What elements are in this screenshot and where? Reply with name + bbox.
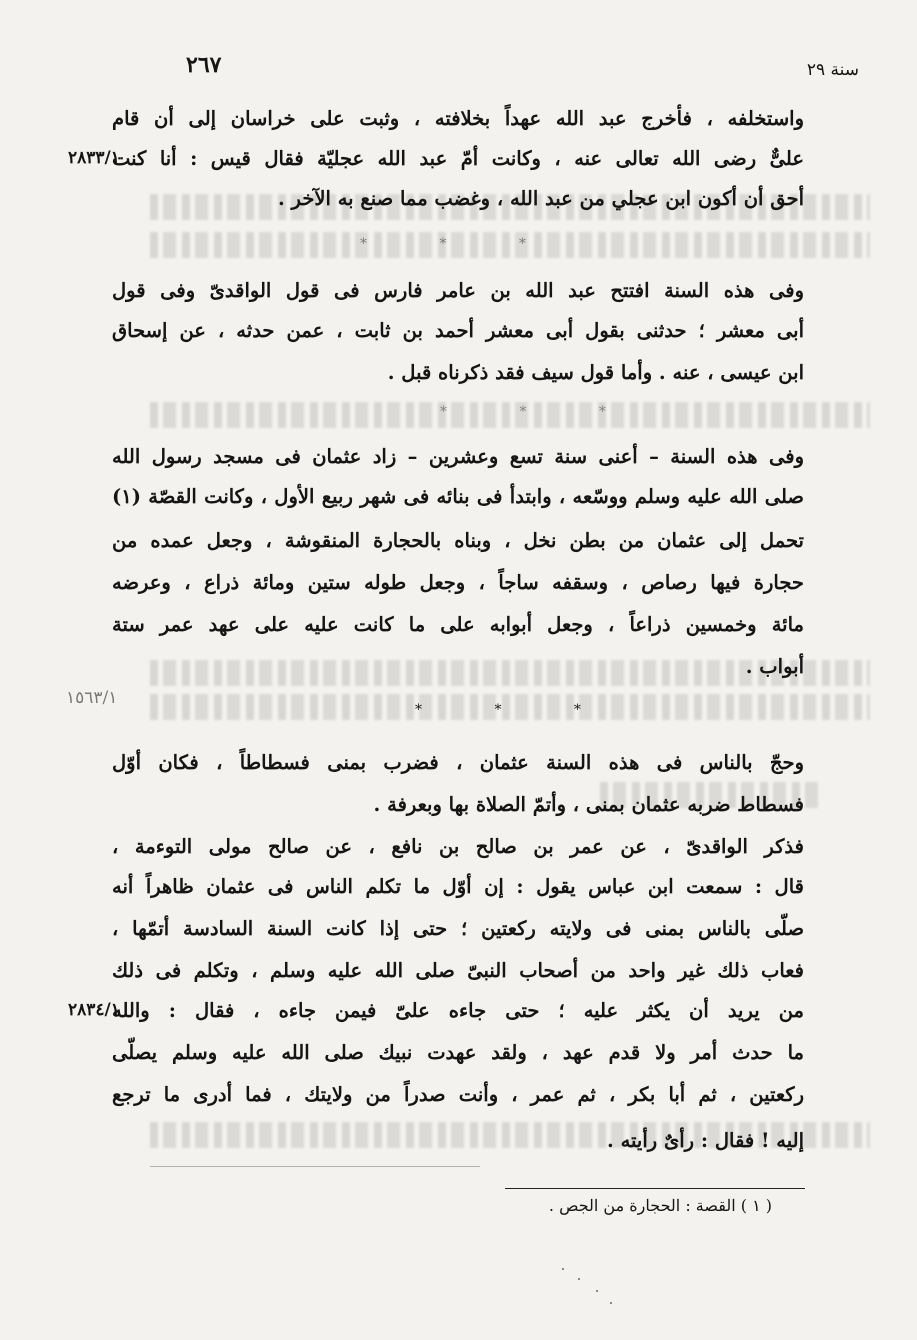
- text-line: ما حدث أمر ولا قدم عهد ، ولقد عهدت نبيك صلى الله عليه وسلم يصلّى: [112, 1041, 804, 1064]
- text-line: فعاب ذلك غير واحد من أصحاب النبىّ صلى الله عليه وسلم ، وتكلم فى ذلك: [112, 959, 804, 982]
- text-line: قال : سمعت ابن عباس يقول : إن أوّل ما تكلم الناس فى عثمان ظاهراً أنه: [112, 875, 804, 898]
- text-line: وفى هذه السنة افتتح عبد الله بن عامر فارس فى قول الواقدىّ وفى قول: [112, 279, 805, 302]
- text-line: حجارة فيها رصاص ، وسقفه ساجاً ، وجعل طوله ستين ومائة ذراع ، وعرضه: [112, 571, 804, 594]
- margin-reference: ٢٨٣٣/١: [68, 148, 120, 168]
- text-line: واستخلفه ، فأخرج عبد الله عهداً بخلافته ، وثبت على خراسان إلى أن قام: [112, 107, 804, 130]
- year-heading: سنة ٢٩: [806, 60, 859, 80]
- text-line: أحق أن أكون ابن عجلي من عبد الله ، وغضب مما صنع به الآخر .: [277, 187, 804, 210]
- text-line: أبى معشر ؛ حدثنى بقول أبى معشر أحمد بن ثابت ، عمن حدثه ، عن إسحاق: [112, 319, 804, 342]
- margin-reference: ٢٨٣٤/١: [68, 1000, 120, 1020]
- text-line: تحمل إلى عثمان من بطن نخل ، وبناه بالحجارة المنقوشة ، وجعل عمده من: [112, 529, 804, 552]
- text-line: علىٌّ رضى الله تعالى عنه ، وكانت أمّ عبد الله عجليّة فقال قيس : أنا كنت: [112, 147, 804, 170]
- scan-speck: [610, 1302, 612, 1304]
- text-line: أبواب .: [745, 655, 804, 678]
- faint-separator: * * *: [360, 236, 560, 252]
- section-separator: * * *: [415, 702, 615, 718]
- text-line: صلّى بالناس بمنى فى ولايته ركعتين ؛ حتى إذا كانت السنة السادسة أتمّها ،: [112, 917, 804, 940]
- faint-rule: [150, 1166, 480, 1167]
- text-line: مائة وخمسين ذراعاً ، وجعل أبوابه على ما كانت عليه على عهد عمر ستة: [112, 613, 804, 636]
- page-number: ٢٦٧: [186, 52, 222, 78]
- footnote-rule: [505, 1188, 805, 1189]
- scan-speck: [578, 1278, 580, 1280]
- text-line: صلى الله عليه وسلم ووسّعه ، وابتدأ فى بنائه فى شهر ربيع الأول ، وكانت القصّة (١): [112, 485, 804, 508]
- text-line: من يريد أن يكثر عليه ؛ حتى جاءه علىّ فيمن جاءه ، فقال : والله: [112, 999, 804, 1022]
- text-line: فذكر الواقدىّ ، عن عمر بن صالح بن نافع ، عن صالح مولى التوءمة ،: [112, 835, 804, 858]
- text-line: ابن عيسى ، عنه . وأما قول سيف فقد ذكرناه قبل .: [387, 361, 804, 384]
- margin-reference: ١٥٦٣/١: [66, 688, 118, 708]
- text-line: فسطاط ضربه عثمان بمنى ، وأتمّ الصلاة بها وبعرفة .: [373, 793, 804, 816]
- text-line: وحجّ بالناس فى هذه السنة عثمان ، فضرب بمنى فسطاطاً ، فكان أوّل: [112, 751, 804, 774]
- faint-separator: * * *: [440, 404, 640, 420]
- text-line: ركعتين ، ثم أبا بكر ، ثم عمر ، وأنت صدراً من ولايتك ، فما أدرى ما ترجع: [112, 1083, 804, 1106]
- text-line: وفى هذه السنة – أعنى سنة تسع وعشرين – زاد عثمان فى مسجد رسول الله: [112, 445, 804, 468]
- scan-speck: [562, 1268, 564, 1270]
- scan-speck: [596, 1290, 598, 1292]
- footnote: ( ١ ) القصة : الحجارة من الجص .: [548, 1196, 772, 1215]
- text-line: إليه ! فقال : رأىٌ رأيته .: [607, 1129, 804, 1152]
